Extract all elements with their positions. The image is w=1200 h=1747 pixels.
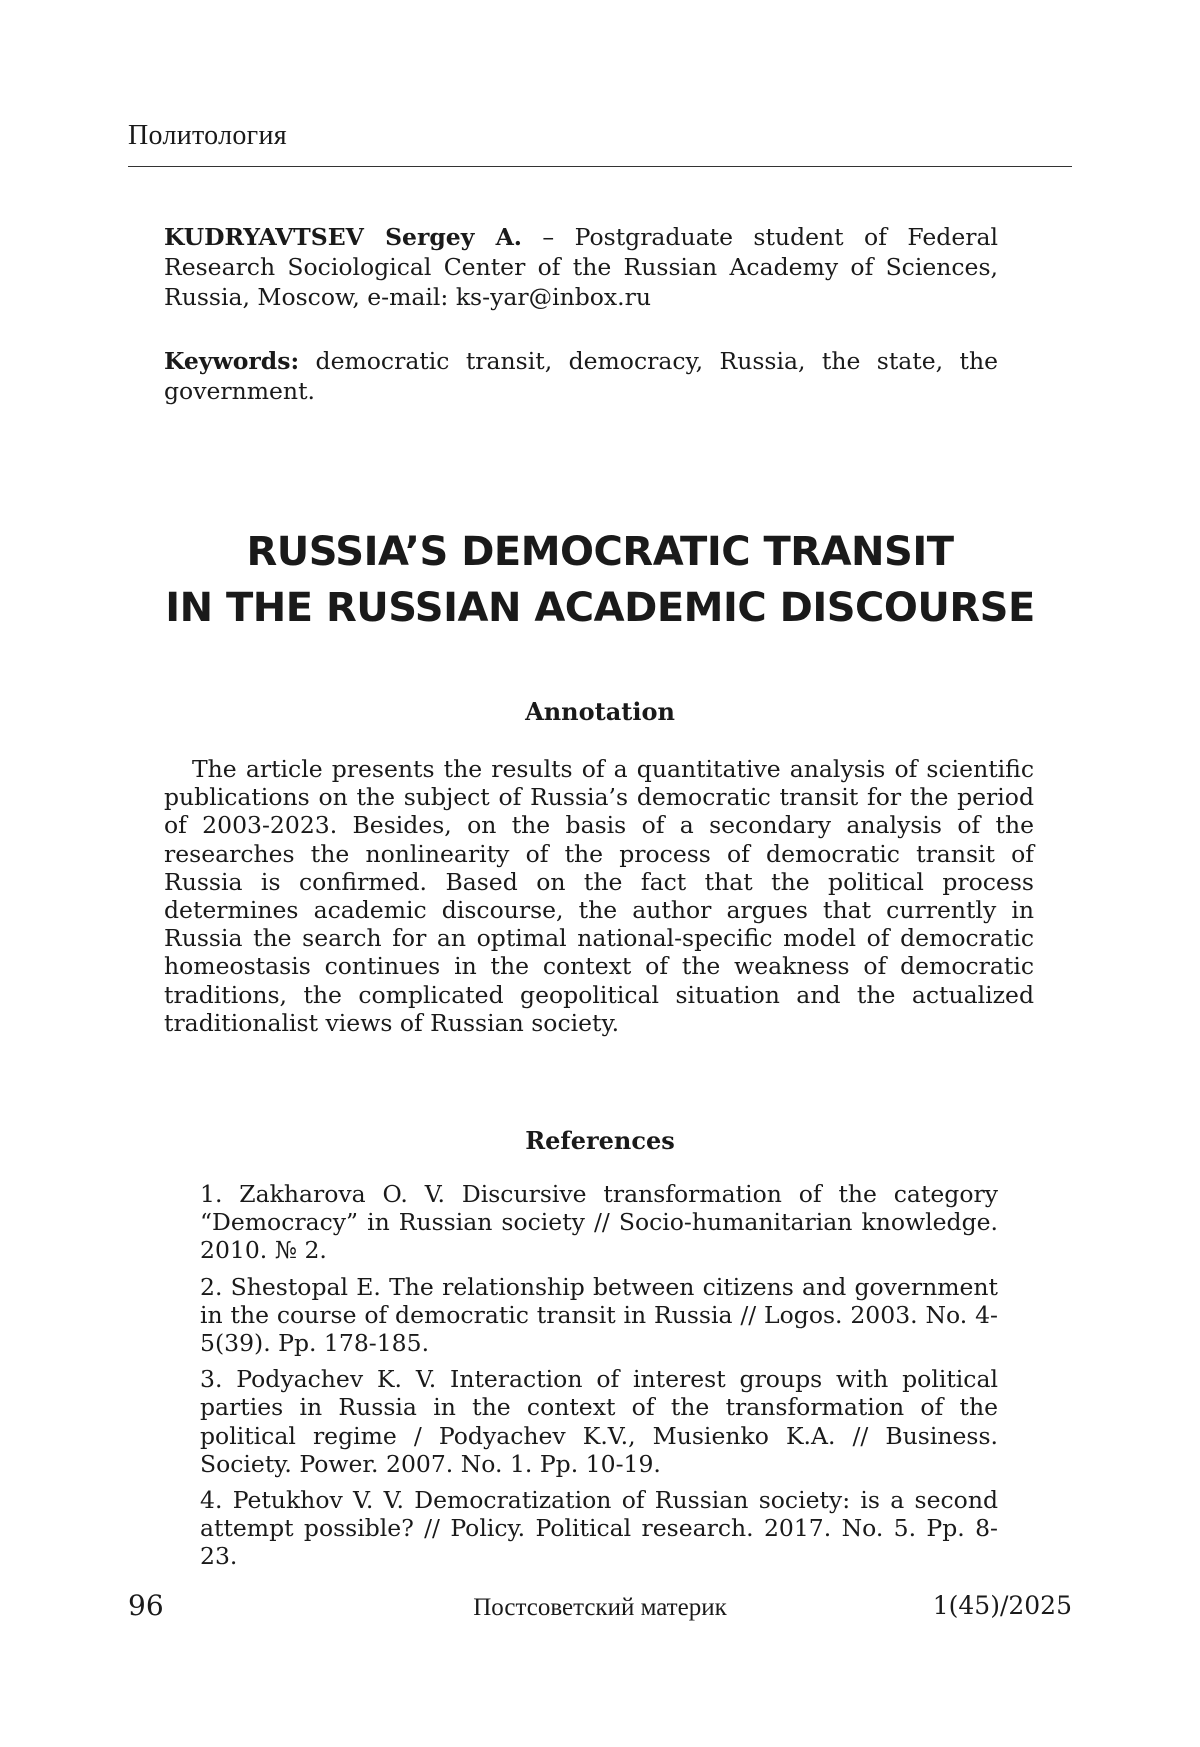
article-title: [100, 524, 1100, 636]
page-number: 96: [128, 1589, 164, 1622]
keywords-text: democratic transit, democracy, Russia, the state, the government.: [164, 347, 998, 405]
reference-item: 4. Petukhov V. V. Democratization of Russian society: is a second attempt possible? // Policy. Political research. 2017. No. 5. Pp. 8-23.: [200, 1486, 998, 1571]
running-header: [128, 118, 1072, 154]
annotation-heading: Annotation: [525, 697, 675, 726]
author-name: KUDRYAVTSEV Sergey A.: [164, 223, 522, 251]
article-title-line-2: IN THE RUSSIAN ACADEMIC DISCOURSE: [165, 585, 1035, 631]
section-name: Политология: [128, 120, 287, 151]
reference-item: 2. Shestopal E. The relationship between citizens and government in the course of democratic transit in Russia // Logos. 2003. No. 4-5(39). Pp. 178-185.: [200, 1272, 998, 1358]
article-title-line-1: RUSSIA’S DEMOCRATIC TRANSIT: [246, 529, 954, 575]
keywords: [164, 346, 998, 406]
running-footer: [128, 1588, 1072, 1624]
reference-item: 3. Podyachev K. V. Interaction of interest groups with political parties in Russia in the context of the transformation of the political regime / Podyachev K.V., Musienko K.A. // Business. Society. Power. 2007. No. 1. Pp. 10-19.: [200, 1365, 998, 1478]
author-info: [164, 222, 998, 312]
keywords-label: Keywords:: [164, 347, 300, 375]
journal-name: Постсоветский материк: [473, 1594, 727, 1621]
references-heading: References: [525, 1126, 675, 1155]
reference-item: 1. Zakharova O. V. Discursive transformation of the category “Democracy” in Russian society // Socio-humanitarian knowledge. 2010. № 2.: [200, 1180, 998, 1265]
annotation-text: The article presents the results of a quantitative analysis of scientific publications on the subject of Russia’s democratic transit for the period of 2003-2023. Besides, on the basis of a secondary analysis of the researches the nonlinearity of the process of democratic transit of Russia is confirmed. Based on the fact that the political process determines academic discourse, the author argues that currently in Russia the search for an optimal national-specific model of democratic homeostasis continues in the context of the weakness of democratic traditions, the complicated geopolitical situation and the actualized traditionalist views of Russian society.: [164, 755, 1034, 1037]
header-divider: [128, 166, 1072, 167]
author-description: – Postgraduate student of Federal Research Sociological Center of the Russian Academy of Sciences, Russia, Moscow, e-mail: ks-yar@inbox.ru: [164, 223, 998, 311]
references-list: [200, 1180, 998, 1579]
issue-number: 1(45)/2025: [932, 1591, 1072, 1620]
